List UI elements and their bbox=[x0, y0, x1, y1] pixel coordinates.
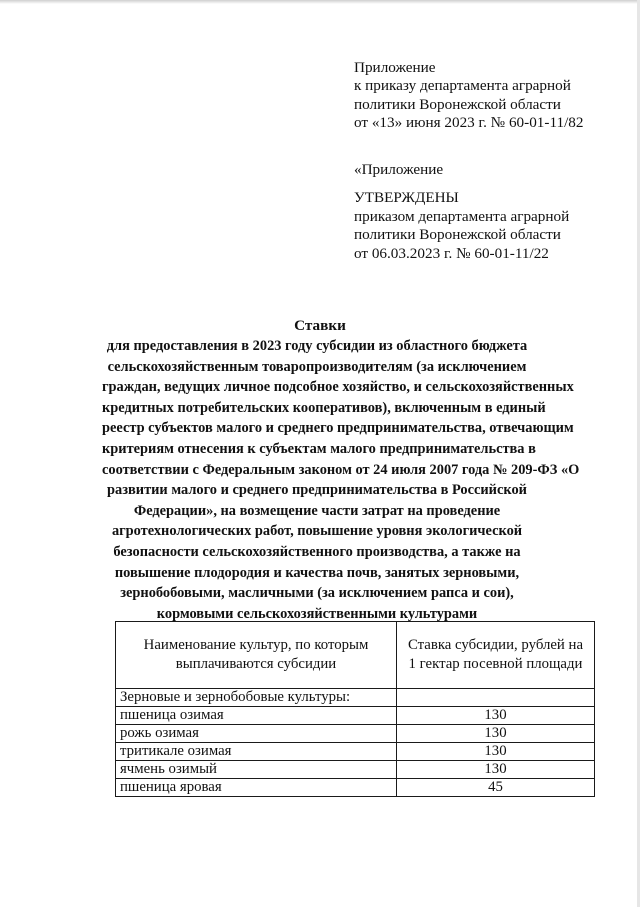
crop-rate: 130 bbox=[397, 707, 595, 725]
subtitle-line: кормовыми сельскохозяйственными культурами bbox=[156, 605, 478, 622]
appendix-line: к приказу департамента аграрной bbox=[354, 77, 571, 95]
document-title: Ставки bbox=[294, 317, 346, 334]
subtitle-line: для предоставления в 2023 году субсидии из областного бюджета bbox=[106, 338, 528, 354]
subtitle-line: сельскохозяйственным товаропроизводителям (за исключением bbox=[107, 358, 527, 375]
crop-name: ячмень озимый bbox=[116, 761, 397, 779]
crop-name: пшеница озимая bbox=[116, 707, 397, 725]
header-crop-name-line: выплачиваются субсидии bbox=[175, 656, 337, 672]
approval-line: политики Воронежской области bbox=[354, 226, 561, 244]
crop-name: пшеница яровая bbox=[116, 779, 397, 797]
crop-name: рожь озимая bbox=[116, 725, 397, 743]
subtitle-line: граждан, ведущих личное подсобное хозяйство, и сельскохозяйственных bbox=[102, 379, 574, 396]
table-group-row bbox=[116, 689, 595, 707]
approval-line: УТВЕРЖДЕНЫ bbox=[354, 189, 459, 207]
crop-name: тритикале озимая bbox=[116, 743, 397, 761]
header-crop-name-line: Наименование культур, по которым bbox=[143, 637, 369, 653]
table-row bbox=[116, 707, 595, 725]
subsidy-rates-table bbox=[115, 621, 595, 797]
subtitle-line: агротехнологических работ, повышение уровня экологической bbox=[111, 523, 523, 540]
subtitle-line: повышение плодородия и качества почв, занятых зерновыми, bbox=[114, 564, 520, 581]
subtitle-line: Федерации», на возмещение части затрат на проведение bbox=[133, 502, 501, 519]
table-row bbox=[116, 779, 595, 797]
appendix-line: от «13» июня 2023 г. № 60-01-11/82 bbox=[354, 114, 584, 132]
group-label: Зерновые и зернобобовые культуры: bbox=[116, 689, 397, 707]
appendix-block bbox=[354, 59, 583, 133]
appendix-line: Приложение bbox=[354, 59, 436, 76]
header-subsidy-rate-line: Ставка субсидии, рублей на bbox=[407, 637, 584, 653]
approval-block bbox=[354, 161, 569, 263]
header-crop-name bbox=[116, 622, 397, 689]
table-row bbox=[116, 761, 595, 779]
header-subsidy-rate-line: 1 гектар посевной площади bbox=[408, 656, 583, 672]
subtitle-line: зернобобовыми, масличными (за исключением рапса и сои), bbox=[120, 585, 514, 602]
crop-rate: 130 bbox=[397, 743, 595, 761]
group-rate-empty bbox=[397, 689, 595, 707]
appendix-line: политики Воронежской области bbox=[354, 95, 561, 113]
subtitle-line: кредитных потребительских кооперативов), включенным в единый bbox=[102, 399, 546, 416]
table-row bbox=[116, 743, 595, 761]
subtitle-line: критериям отнесения к субъектам малого предпринимательства в bbox=[102, 440, 536, 457]
table-row bbox=[116, 725, 595, 743]
approval-line: от 06.03.2023 г. № 60-01-11/22 bbox=[354, 244, 549, 262]
subtitle-line: реестр субъектов малого и среднего предпринимательства, отвечающим bbox=[102, 420, 574, 437]
subtitle-line: развитии малого и среднего предпринимательства в Российской bbox=[107, 482, 527, 499]
subtitle-line: соответствии с Федеральным законом от 24 июля 2007 года № 209-ФЗ «О bbox=[102, 461, 580, 478]
subtitle-line: безопасности сельскохозяйственного производства, а также на bbox=[113, 543, 521, 560]
approval-heading: «Приложение bbox=[354, 161, 444, 178]
table-header-row bbox=[116, 622, 595, 689]
crop-rate: 45 bbox=[397, 779, 595, 797]
scan-edge-top bbox=[0, 0, 640, 4]
crop-rate: 130 bbox=[397, 761, 595, 779]
approval-line: приказом департамента аграрной bbox=[354, 207, 570, 225]
header-subsidy-rate bbox=[397, 622, 595, 689]
document-subtitle bbox=[102, 336, 580, 624]
crop-rate: 130 bbox=[397, 725, 595, 743]
